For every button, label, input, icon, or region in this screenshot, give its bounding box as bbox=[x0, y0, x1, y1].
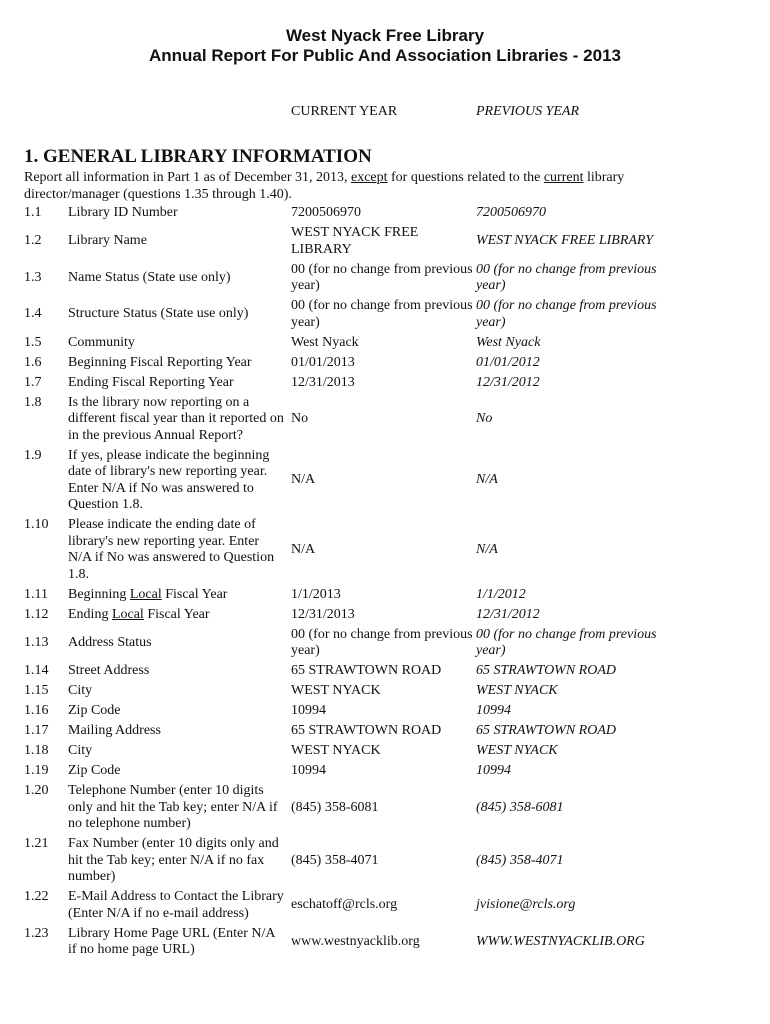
table-row bbox=[0, 298, 770, 331]
table-row bbox=[0, 703, 770, 720]
question-label: E-Mail Address to Contact the Library (Enter N/A if no e-mail address) bbox=[68, 889, 284, 921]
table-row bbox=[0, 205, 770, 222]
previous-year-value: 1/1/2012 bbox=[476, 586, 526, 602]
question-label: Library ID Number bbox=[68, 205, 178, 220]
previous-year-value: WEST NYACK bbox=[476, 683, 558, 698]
current-year-value: 10994 bbox=[291, 763, 326, 778]
table-row bbox=[0, 375, 770, 392]
table-row bbox=[0, 448, 770, 514]
previous-year-value: 01/01/2012 bbox=[476, 354, 540, 370]
question-number: 1.13 bbox=[24, 634, 49, 650]
previous-year-value: 12/31/2012 bbox=[476, 606, 540, 622]
previous-year-value: 00 (for no change from previous year) bbox=[476, 626, 657, 658]
question-number: 1.20 bbox=[24, 783, 49, 798]
table-row bbox=[0, 262, 770, 295]
question-number: 1.16 bbox=[24, 703, 49, 718]
current-year-value: WEST NYACK bbox=[291, 743, 381, 758]
table-row bbox=[0, 926, 770, 959]
previous-year-value: N/A bbox=[476, 472, 498, 488]
table-row bbox=[0, 723, 770, 740]
current-year-value: West Nyack bbox=[291, 334, 359, 350]
table-row bbox=[0, 587, 770, 604]
question-label: Name Status (State use only) bbox=[68, 269, 231, 285]
question-label-part: Fiscal Year bbox=[161, 586, 228, 602]
question-label-part: Local bbox=[129, 586, 162, 602]
intro-text-part: library director/manager (questions 1.35 through 1.40). bbox=[24, 170, 625, 202]
question-label-part: Beginning bbox=[68, 586, 130, 602]
current-year-value: 00 (for no change from previous year) bbox=[291, 626, 473, 658]
previous-year-value: WEST NYACK FREE LIBRARY bbox=[476, 233, 654, 249]
table-row bbox=[0, 663, 770, 680]
table-row bbox=[0, 783, 770, 833]
previous-year-value: WWW.WESTNYACKLIB.ORG bbox=[476, 933, 645, 949]
question-number: 1.9 bbox=[24, 447, 42, 463]
question-number: 1.14 bbox=[24, 663, 49, 678]
previous-year-value: 00 (for no change from previous year) bbox=[476, 298, 657, 330]
current-year-value: 12/31/2013 bbox=[291, 374, 355, 390]
question-number: 1.5 bbox=[24, 334, 42, 350]
table-row bbox=[0, 607, 770, 624]
question-label: Is the library now reporting on a different fiscal year than it reported on in the previous Annual Report? bbox=[68, 394, 284, 443]
question-label-part: Local bbox=[111, 606, 144, 622]
question-number: 1.8 bbox=[24, 394, 42, 410]
current-year-value: www.westnyacklib.org bbox=[291, 933, 420, 949]
table-row bbox=[0, 743, 770, 760]
question-number: 1.12 bbox=[24, 606, 49, 622]
previous-year-value: 65 STRAWTOWN ROAD bbox=[476, 663, 616, 678]
intro-current-text: current bbox=[543, 170, 584, 185]
section-intro bbox=[24, 169, 684, 203]
current-year-value: No bbox=[291, 411, 309, 426]
intro-text-part: for questions related to the bbox=[387, 170, 544, 185]
table-row bbox=[0, 683, 770, 700]
info-table bbox=[0, 205, 770, 962]
intro-except-text: except bbox=[350, 170, 388, 185]
question-number: 1.19 bbox=[24, 763, 49, 778]
current-year-value: WEST NYACK FREE LIBRARY bbox=[291, 225, 419, 257]
question-label: Structure Status (State use only) bbox=[68, 306, 249, 322]
document-subtitle: Annual Report For Public And Association Libraries - 2013 bbox=[149, 46, 621, 65]
document-title: West Nyack Free Library bbox=[285, 26, 485, 45]
table-row bbox=[0, 517, 770, 583]
question-label-part: Ending bbox=[68, 606, 112, 622]
question-label: City bbox=[68, 683, 93, 698]
previous-year-value: WEST NYACK bbox=[476, 743, 558, 758]
question-number: 1.2 bbox=[24, 233, 42, 248]
question-label bbox=[68, 587, 285, 604]
question-number: 1.21 bbox=[24, 836, 49, 851]
question-label: Telephone Number (enter 10 digits only and hit the Tab key; enter N/A if no telephone number) bbox=[68, 783, 278, 831]
question-label: Mailing Address bbox=[68, 723, 161, 738]
current-year-value: eschatoff@rcls.org bbox=[291, 897, 398, 913]
current-year-value: 01/01/2013 bbox=[291, 354, 355, 370]
question-label: Ending Fiscal Reporting Year bbox=[68, 374, 234, 390]
question-label: Beginning Fiscal Reporting Year bbox=[68, 354, 252, 370]
table-row bbox=[0, 763, 770, 780]
question-number: 1.3 bbox=[24, 269, 42, 285]
question-number: 1.6 bbox=[24, 354, 42, 370]
question-label: Library Name bbox=[68, 233, 147, 249]
question-number: 1.7 bbox=[24, 374, 42, 390]
current-year-value: 1/1/2013 bbox=[291, 586, 341, 602]
previous-year-value: (845) 358-6081 bbox=[476, 799, 564, 815]
question-label: Library Home Page URL (Enter N/A if no home page URL) bbox=[68, 925, 275, 957]
current-year-value: 12/31/2013 bbox=[291, 606, 355, 622]
previous-year-value: West Nyack bbox=[476, 334, 541, 350]
section-heading: 1. GENERAL LIBRARY INFORMATION bbox=[24, 146, 372, 167]
current-year-value: 10994 bbox=[291, 703, 326, 718]
intro-text-part: Report all information in Part 1 as of December 31, 2013, bbox=[24, 170, 351, 185]
previous-year-value: 65 STRAWTOWN ROAD bbox=[476, 723, 616, 738]
current-year-value: 7200506970 bbox=[291, 205, 361, 220]
question-label: Address Status bbox=[68, 634, 152, 650]
question-number: 1.1 bbox=[24, 205, 42, 220]
table-row bbox=[0, 335, 770, 352]
current-year-column-header: CURRENT YEAR bbox=[291, 104, 398, 119]
current-year-value: N/A bbox=[291, 472, 316, 488]
question-label: Zip Code bbox=[68, 703, 121, 718]
previous-year-value: 10994 bbox=[476, 763, 511, 778]
question-number: 1.15 bbox=[24, 683, 49, 698]
previous-year-value: 00 (for no change from previous year) bbox=[476, 261, 657, 293]
current-year-value: 65 STRAWTOWN ROAD bbox=[291, 663, 442, 678]
previous-year-value: jvisione@rcls.org bbox=[476, 897, 576, 913]
question-label bbox=[68, 607, 285, 624]
previous-year-value: 7200506970 bbox=[476, 205, 546, 220]
current-year-value: 00 (for no change from previous year) bbox=[291, 298, 473, 330]
question-number: 1.4 bbox=[24, 306, 42, 321]
current-year-value: N/A bbox=[291, 541, 316, 557]
question-number: 1.18 bbox=[24, 743, 49, 758]
question-number: 1.17 bbox=[24, 723, 49, 738]
question-label: Fax Number (enter 10 digits only and hit the Tab key; enter N/A if no fax number) bbox=[68, 836, 279, 884]
question-label: Community bbox=[68, 334, 135, 350]
question-label-part: Fiscal Year bbox=[143, 606, 210, 622]
previous-year-value: (845) 358-4071 bbox=[476, 852, 564, 868]
question-label: Street Address bbox=[68, 663, 150, 678]
previous-year-column-header: PREVIOUS YEAR bbox=[476, 104, 580, 119]
previous-year-value: N/A bbox=[476, 541, 498, 557]
previous-year-value: 12/31/2012 bbox=[476, 374, 540, 390]
current-year-value: 00 (for no change from previous year) bbox=[291, 261, 473, 293]
question-number: 1.10 bbox=[24, 517, 49, 532]
table-row bbox=[0, 836, 770, 886]
question-label: If yes, please indicate the beginning date of library's new reporting year. Enter N/A if No was answered to Question 1.8. bbox=[68, 447, 270, 512]
question-label: Please indicate the ending date of library's new reporting year. Enter N/A if No was answered to Question 1.8. bbox=[68, 517, 275, 582]
question-label: Zip Code bbox=[68, 763, 121, 778]
previous-year-value: No bbox=[476, 411, 493, 426]
question-number: 1.22 bbox=[24, 889, 49, 904]
current-year-value: 65 STRAWTOWN ROAD bbox=[291, 723, 442, 738]
current-year-value: WEST NYACK bbox=[291, 683, 381, 698]
table-row bbox=[0, 627, 770, 660]
current-year-value: (845) 358-6081 bbox=[291, 799, 379, 815]
table-row bbox=[0, 355, 770, 372]
question-label: City bbox=[68, 743, 93, 758]
table-row bbox=[0, 889, 770, 922]
question-number: 1.23 bbox=[24, 925, 49, 941]
current-year-value: (845) 358-4071 bbox=[291, 852, 379, 868]
previous-year-value: 10994 bbox=[476, 703, 511, 718]
question-number: 1.11 bbox=[24, 586, 48, 602]
table-row bbox=[0, 395, 770, 445]
table-row bbox=[0, 225, 770, 258]
